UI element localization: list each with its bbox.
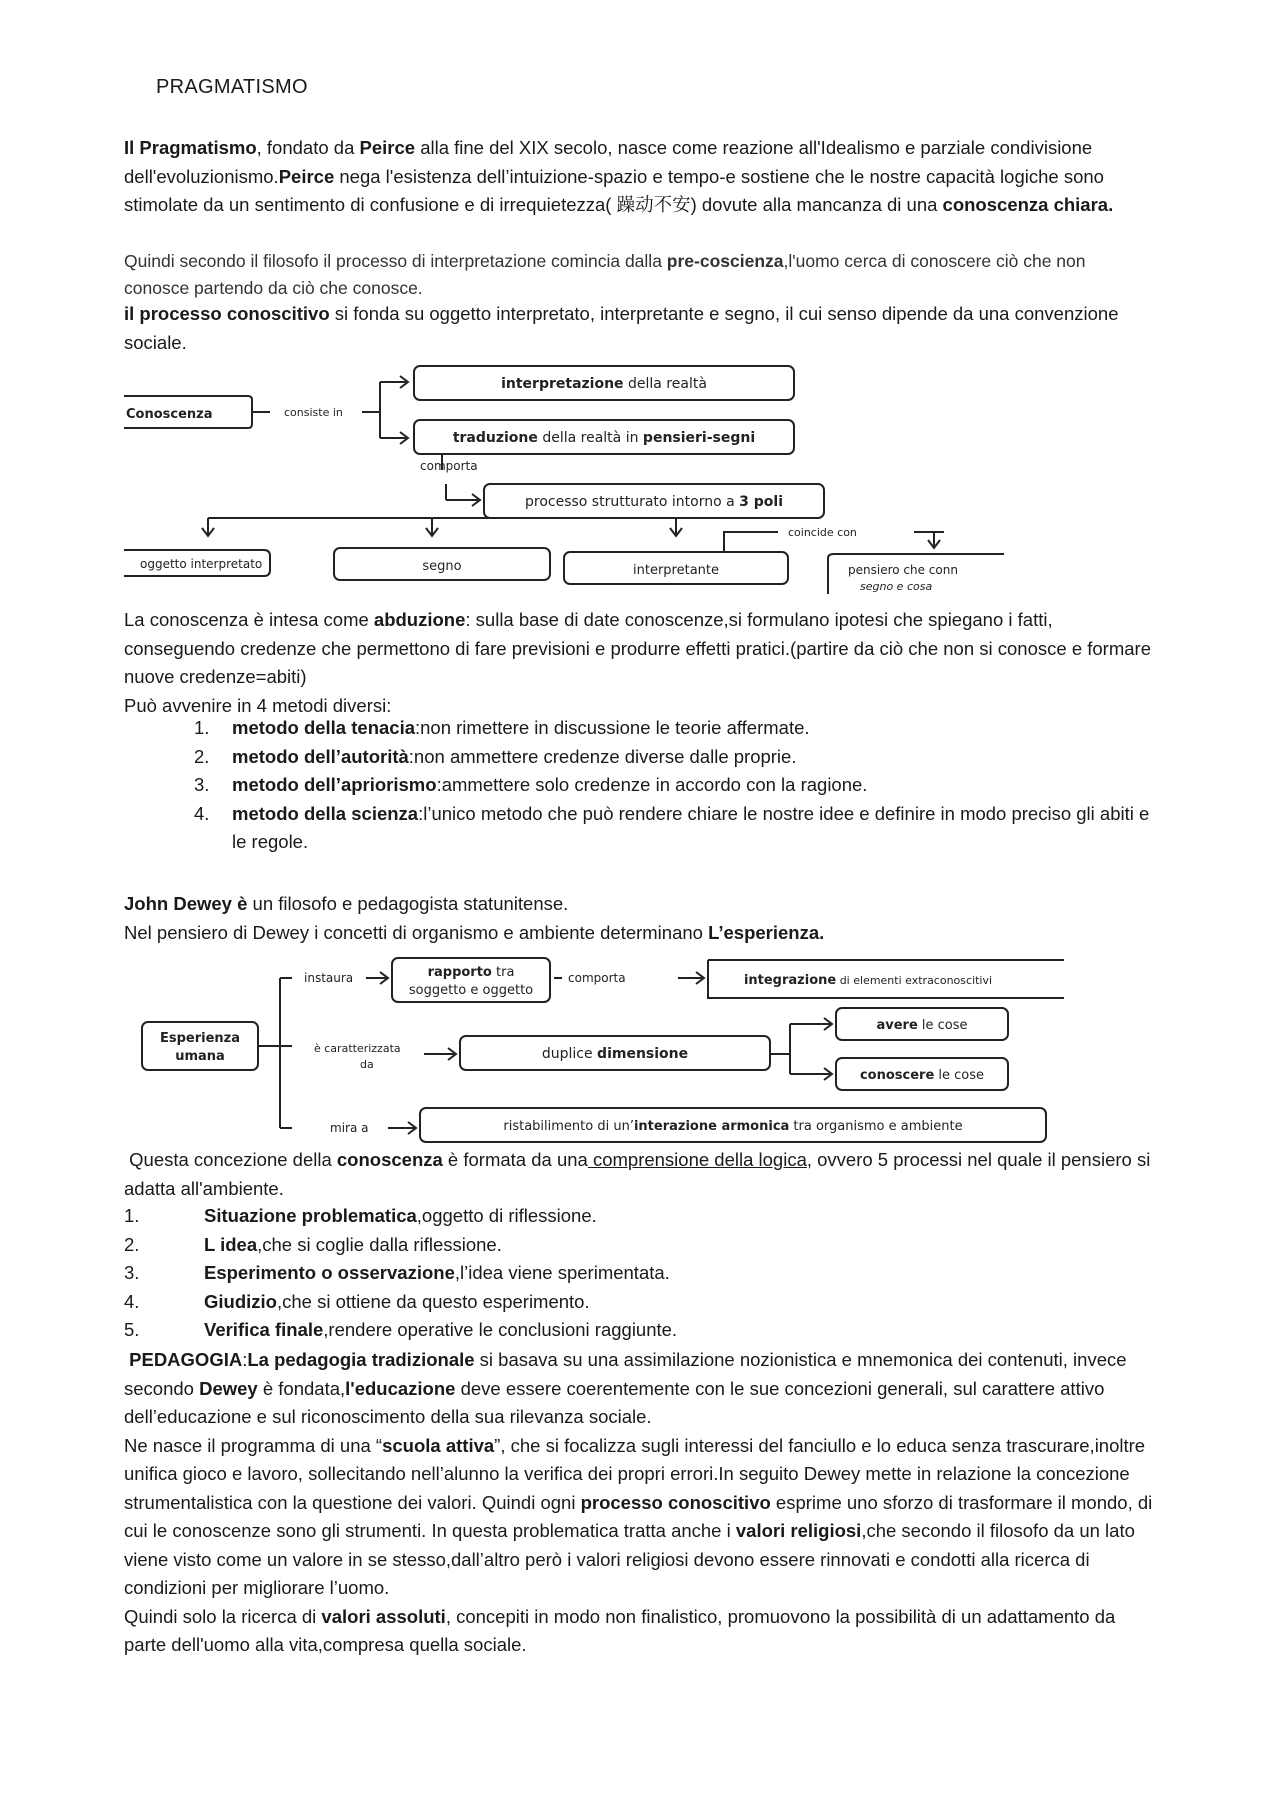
term-abduzione: abduzione <box>373 609 466 630</box>
term-pre-coscienza: pre-coscienza <box>666 251 784 271</box>
root-text-2: umana <box>175 1049 225 1064</box>
methods-intro: Può avvenire in 4 metodi diversi: <box>124 694 392 716</box>
methods-list <box>124 714 1154 857</box>
page-title: PRAGMATISMO <box>156 76 308 98</box>
avere-text: avere le cose <box>876 1018 968 1033</box>
term-john-dewey: John Dewey è <box>124 893 248 914</box>
concezione-paragraph: Questa concezione della conoscenza è formata da una comprensione della logica, ovvero 5 processi nel quale il pensiero si adatta all'ambiente. <box>124 1149 1151 1199</box>
term-peirce-2: Peirce <box>278 165 335 187</box>
leaf-segno-cosa: segno e cosa <box>860 580 933 593</box>
label-comporta-2: comporta <box>568 971 626 985</box>
root-text-1: Esperienza <box>159 1031 241 1046</box>
ristabilimento-text: ristabilimento di un’interazione armonica tra organismo e ambiente <box>503 1119 963 1134</box>
label-consiste-in: consiste in <box>284 406 343 419</box>
rapporto-text-1: rapporto tra <box>427 965 515 980</box>
term-peirce: Peirce <box>359 137 416 158</box>
integrazione-text: integrazione di elementi extraconoscitivi <box>743 973 993 988</box>
duplice-text: duplice dimensione <box>541 1046 689 1062</box>
list-item: 5. Verifica finale,rendere operative le conclusioni raggiunte. <box>124 1319 678 1340</box>
term-comprensione-logica: comprensione della logica <box>587 1149 807 1170</box>
rapporto-text-2: soggetto e oggetto <box>408 983 534 998</box>
intro-paragraph-3: il processo conoscitivo si fonda su oggetto interpretato, interpretante e segno, il cui senso dipende da una convenzione sociale. <box>124 303 1119 353</box>
intro-paragraph-2: Quindi secondo il filosofo il processo di interpretazione comincia dalla pre-coscienza,l'uomo cerca di conoscere ciò che non conosce partendo da ciò che conosce. <box>124 251 1086 298</box>
box-a-text: interpretazione della realtà <box>501 376 707 392</box>
list-item: 4. Giudizio,che si ottiene da questo esperimento. <box>124 1290 590 1312</box>
leaf-pensiero: pensiero che conn <box>848 563 958 577</box>
term-pragmatismo: Il Pragmatismo <box>124 137 257 158</box>
leaf-oggetto-interpretato: oggetto interpretato <box>140 557 263 571</box>
term-processo-conoscitivo: il processo conoscitivo <box>124 303 330 324</box>
pedagogia-paragraph: PEDAGOGIA:La pedagogia tradizionale si basava su una assimilazione nozionistica e mnemonica dei contenuti, invece secondo Dewey è fondata,l'educazione deve essere coerentemente con le sue concezioni generali, sul carattere attivo dell’educazione e sul riconoscimento della sua rilevanza sociale. Ne nasce il programma di una “scuola attiva”, che si focalizza sugli interessi del fanciullo e lo educa senza trascurare,inoltre unifica gioco e lavoro, sollecitando nell’alunno la verifica dei propri errori.In seguito Dewey mette in relazione la concezione strumentalistica con la questione dei valori. Quindi ogni processo conoscitivo esprime uno sforzo di trasformare il mondo, di cui le conoscenze sono gli strumenti. In questa problematica tratta anche i valori religiosi,che secondo il filosofo da un lato viene visto come un valore in se stesso,dall’altro però i valori religiosi devono essere rinnovati e condotti alla ricerca di condizioni per migliorare l’uomo. Quindi solo la ricerca di valori assoluti, concepiti in modo non finalistico, promuovono la possibilità di un adattamento da parte dell'uomo alla vita,compresa quella sociale. <box>124 1349 1153 1655</box>
list-item: 1. Situazione problematica,oggetto di riflessione. <box>124 1205 597 1226</box>
label-caratterizzata: è caratterizzata <box>314 1042 401 1055</box>
abduzione-paragraph: La conoscenza è intesa come abduzione: sulla base di date conoscenze,si formulano ipotesi che spiegano i fatti, conseguendo credenze che permettono di fare previsioni e produrre effetti pratici.(partire da ciò che non si conosce e formare nuove credenze=abiti) Può avvenire in 4 metodi diversi: <box>124 609 1151 716</box>
dewey-paragraph: John Dewey è un filosofo e pedagogista statunitense. Nel pensiero di Dewey i concetti di organismo e ambiente determinano L’esperienza. <box>124 893 825 943</box>
list-item: 1. metodo della tenacia:non rimettere in discussione le teorie affermate. <box>194 717 810 738</box>
leaf-interpretante: interpretante <box>633 563 719 578</box>
box-b-text: traduzione della realtà in pensieri-segni <box>452 430 756 446</box>
conoscere-text: conoscere le cose <box>859 1068 985 1083</box>
diagram-esperienza <box>124 948 1064 1144</box>
list-item: 2. L idea,che si coglie dalla riflessione. <box>124 1233 502 1255</box>
term-conoscenza-chiara: conoscenza chiara. <box>942 194 1114 215</box>
label-mira-a: mira a <box>330 1121 369 1135</box>
list-item: 3. metodo dell’apriorismo:ammettere solo credenze in accordo con la ragione. <box>194 774 868 795</box>
list-item: 3. Esperimento o osservazione,l’idea viene sperimentata. <box>124 1262 670 1283</box>
list-item: 4. metodo della scienza:l’unico metodo che può rendere chiare le nostre idee e definire in modo preciso gli abiti e le regole. <box>194 802 1150 852</box>
intro-paragraph-1: Il Pragmatismo, fondato da Peirce alla fine del XIX secolo, nasce come reazione all'Idealismo e parziale condivisione dell'evoluzionismo.Peirce nega l'esistenza dell’intuizione-spazio e tempo-e sostiene che le nostre capacità logiche sono stimolate da un sentimento di confusione e di irrequietezza( 躁动不安) dovute alla mancanza di una conoscenza chiara. <box>124 137 1114 215</box>
label-coincide-con: coincide con <box>788 526 857 539</box>
steps-list <box>124 1202 1154 1345</box>
leaf-segno: segno <box>422 559 462 574</box>
diagram-conoscenza <box>124 362 1004 602</box>
label-da: da <box>360 1058 374 1071</box>
label-comporta: comporta <box>420 459 478 473</box>
term-esperienza: L’esperienza. <box>708 921 825 943</box>
diagram1-root: Conoscenza <box>126 407 213 422</box>
box-c-text: processo strutturato intorno a 3 poli <box>524 494 784 510</box>
term-conoscenza: conoscenza <box>336 1149 443 1170</box>
label-instaura: instaura <box>304 971 354 985</box>
term-pedagogia: PEDAGOGIA <box>129 1349 243 1370</box>
list-item: 2. metodo dell’autorità:non ammettere credenze diverse dalle proprie. <box>194 745 797 767</box>
